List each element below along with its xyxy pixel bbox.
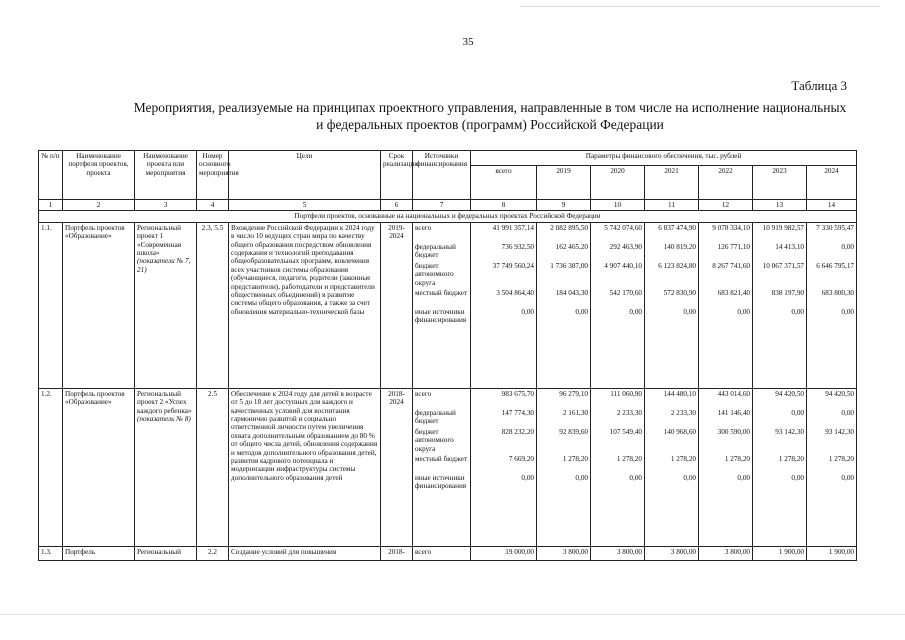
source-name: иные источники финансирования	[415, 473, 467, 491]
row-portfolio: Портфель проектов «Образование»	[63, 222, 135, 388]
value-cell: 140 819,20	[663, 242, 696, 251]
row-basis: 2.2	[197, 546, 229, 560]
row-term: 2018-2024	[381, 388, 413, 546]
value-cell: 838 197,90	[771, 288, 804, 297]
header-row	[39, 151, 857, 166]
value-cell: 300 590,00	[717, 427, 750, 436]
row-sources	[413, 388, 471, 546]
row-no: 1.2.	[39, 388, 63, 546]
value-cell: 107 549,40	[609, 427, 642, 436]
section-row	[39, 211, 857, 222]
value-cell: 1 278,20	[828, 454, 854, 463]
row-values-2022	[699, 222, 753, 388]
row-term: 2018-	[381, 546, 413, 560]
value-cell: 292 463,90	[609, 242, 642, 251]
header-sources: Источники финансирования	[413, 151, 471, 200]
row-basis: 2.3, 5.5	[197, 222, 229, 388]
value-cell: 0,00	[841, 408, 854, 417]
project-name: Региональный проект 1 «Современная школа»	[137, 223, 182, 258]
header-total: всего	[471, 166, 537, 200]
row-values-2024	[807, 222, 857, 388]
row-term: 2019-2024	[381, 222, 413, 388]
source-name: бюджет автономного округа	[415, 261, 454, 287]
row-values-2021	[645, 222, 699, 388]
value-cell: 1 278,20	[670, 454, 696, 463]
value-cell: 3 800,00	[591, 546, 645, 560]
value-cell: 147 774,30	[501, 408, 534, 417]
header-params: Параметры финансового обеспечения, тыс. рублей	[471, 151, 857, 166]
value-cell: 0,00	[629, 473, 642, 482]
source-name: федеральный бюджет	[415, 408, 456, 426]
value-cell: 0,00	[575, 307, 588, 316]
table-row	[39, 388, 857, 546]
value-cell: 443 014,60	[717, 389, 750, 398]
header-portfolio: Наименование портфеля проектов, проекта	[63, 151, 135, 200]
value-cell: 93 142,30	[775, 427, 804, 436]
column-numbers-row	[39, 200, 857, 211]
financing-table	[38, 150, 857, 561]
row-portfolio: Портфель	[63, 546, 135, 560]
value-cell: 2 082 895,50	[550, 223, 588, 232]
row-values-2019	[537, 222, 591, 388]
value-cell: 1 278,20	[778, 454, 804, 463]
value-cell: 144 480,10	[663, 389, 696, 398]
value-cell: 10 919 982,57	[762, 223, 804, 232]
source-name: всего	[413, 546, 471, 560]
page-number: 35	[462, 36, 474, 48]
value-cell: 0,00	[521, 307, 534, 316]
row-no: 1.1.	[39, 222, 63, 388]
value-cell: 2 233,30	[670, 408, 696, 417]
value-cell: 0,00	[841, 473, 854, 482]
row-project: Региональный	[135, 546, 197, 560]
value-cell: 0,00	[737, 307, 750, 316]
row-goal: Обеспечение к 2024 году для детей в возрасте от 5 до 18 лет доступных для каждого и качественных условий для воспитания гармонично развитой и социально ответственной личности путем увеличения охвата дополнительным образованием до 80 % от общего числа детей, обновления содержания и методов дополнительного образования детей, развития кадрового потенциала и модернизации инфраструктуры системы дополнительного образования детей	[229, 388, 381, 546]
value-cell: 140 968,60	[663, 427, 696, 436]
header-year: 2022	[699, 166, 753, 200]
value-cell: 0,00	[629, 307, 642, 316]
header-basis: Номер основного мероприятия	[197, 151, 229, 200]
row-values-2023	[753, 222, 807, 388]
value-cell: 3 800,00	[537, 546, 591, 560]
value-cell: 19 000,00	[471, 546, 537, 560]
value-cell: 983 675,70	[501, 389, 534, 398]
header-goals: Цели	[229, 151, 381, 200]
value-cell: 0,00	[521, 473, 534, 482]
column-number: 7	[413, 200, 471, 211]
header-year: 2021	[645, 166, 699, 200]
value-cell: 141 146,40	[717, 408, 750, 417]
header-no: № п/п	[39, 151, 63, 200]
row-no: 1.3.	[39, 546, 63, 560]
row-values-2024	[807, 388, 857, 546]
value-cell: 3 504 864,40	[496, 288, 534, 297]
value-cell: 96 279,10	[559, 389, 588, 398]
row-goal: Вхождение Российской Федерации к 2024 году в число 10 ведущих стран мира по качеству общего образования посредством обновления содержания и технологий преподавания общеобразовательных программ, вовлечения всех участников системы образования (обучающиеся, педагоги, родители (законные представители), работодатели и представители общественных объединений) в развитие системы общего образования, а также за счет обновления материально-технической базы	[229, 222, 381, 388]
value-cell: 0,00	[683, 473, 696, 482]
row-values-total	[471, 222, 537, 388]
value-cell: 0,00	[791, 408, 804, 417]
row-values-2020	[591, 388, 645, 546]
value-cell: 7 330 595,47	[816, 223, 854, 232]
header-year: 2020	[591, 166, 645, 200]
value-cell: 828 232,20	[501, 427, 534, 436]
row-values-2021	[645, 388, 699, 546]
value-cell: 1 736 387,00	[550, 261, 588, 270]
value-cell: 2 233,30	[616, 408, 642, 417]
value-cell: 5 742 074,60	[604, 223, 642, 232]
value-cell: 94 420,50	[775, 389, 804, 398]
source-name: местный бюджет	[415, 454, 468, 463]
row-values-2022	[699, 388, 753, 546]
value-cell: 8 267 741,60	[712, 261, 750, 270]
value-cell: 0,00	[683, 307, 696, 316]
column-number: 1	[39, 200, 63, 211]
value-cell: 0,00	[791, 473, 804, 482]
value-cell: 0,00	[791, 307, 804, 316]
header-year: 2019	[537, 166, 591, 200]
source-name: местный бюджет	[415, 288, 468, 297]
value-cell: 683 821,40	[717, 288, 750, 297]
value-cell: 3 800,00	[699, 546, 753, 560]
value-cell: 1 278,20	[724, 454, 750, 463]
column-number: 14	[807, 200, 857, 211]
source-name: всего	[415, 223, 432, 232]
value-cell: 10 067 371,57	[762, 261, 804, 270]
scan-artifact-line	[520, 6, 880, 7]
column-number: 12	[699, 200, 753, 211]
column-number: 3	[135, 200, 197, 211]
row-sources	[413, 222, 471, 388]
value-cell: 4 907 440,10	[604, 261, 642, 270]
column-number: 6	[381, 200, 413, 211]
header-project: Наименование проекта или мероприятия	[135, 151, 197, 200]
column-number: 5	[229, 200, 381, 211]
column-number: 4	[197, 200, 229, 211]
source-name: федеральный бюджет	[415, 242, 456, 260]
value-cell: 683 800,30	[821, 288, 854, 297]
value-cell: 3 800,00	[645, 546, 699, 560]
scan-artifact-line	[0, 614, 905, 615]
table-row	[39, 222, 857, 388]
value-cell: 37 749 560,24	[492, 261, 534, 270]
row-values-2019	[537, 388, 591, 546]
source-name: всего	[415, 389, 432, 398]
value-cell: 7 669,20	[508, 454, 534, 463]
value-cell: 126 771,10	[717, 242, 750, 251]
value-cell: 92 839,60	[559, 427, 588, 436]
project-indicators: (показатель № 8)	[137, 415, 191, 424]
value-cell: 162 465,20	[555, 242, 588, 251]
value-cell: 93 142,30	[825, 427, 854, 436]
value-cell: 184 043,30	[555, 288, 588, 297]
value-cell: 1 278,20	[616, 454, 642, 463]
value-cell: 41 991 357,14	[492, 223, 534, 232]
value-cell: 0,00	[841, 242, 854, 251]
table-label: Таблица 3	[791, 78, 847, 93]
row-values-2023	[753, 388, 807, 546]
value-cell: 94 420,50	[825, 389, 854, 398]
column-number: 2	[63, 200, 135, 211]
value-cell: 9 078 334,10	[712, 223, 750, 232]
project-name: Региональный проект 2 «Успех каждого ребенка»	[137, 389, 192, 415]
value-cell: 0,00	[841, 307, 854, 316]
source-name: бюджет автономного округа	[415, 427, 454, 453]
column-number: 11	[645, 200, 699, 211]
column-number: 8	[471, 200, 537, 211]
value-cell: 111 060,90	[610, 389, 642, 398]
row-project	[135, 388, 197, 546]
row-basis: 2.5	[197, 388, 229, 546]
value-cell: 6 123 824,80	[658, 261, 696, 270]
row-portfolio: Портфель проектов «Образование»	[63, 388, 135, 546]
value-cell: 0,00	[737, 473, 750, 482]
value-cell: 6 837 474,90	[658, 223, 696, 232]
value-cell: 14 413,10	[775, 242, 804, 251]
value-cell: 572 830,90	[663, 288, 696, 297]
header-year: 2024	[807, 166, 857, 200]
column-number: 9	[537, 200, 591, 211]
row-goal: Создание условий для повышения	[229, 546, 381, 560]
document-title: Мероприятия, реализуемые на принципах проектного управления, направленные в том числе на исполнение национальных и федеральных проектов (программ) Российской Федерации	[133, 100, 847, 132]
column-number: 10	[591, 200, 645, 211]
row-project	[135, 222, 197, 388]
section-title: Портфели проектов, основанные на национальных и федеральных проектах Российской Федерации	[39, 211, 857, 222]
column-number: 13	[753, 200, 807, 211]
value-cell: 736 932,50	[501, 242, 534, 251]
header-year: 2023	[753, 166, 807, 200]
row-values-total	[471, 388, 537, 546]
value-cell: 1 900,00	[753, 546, 807, 560]
value-cell: 1 278,20	[562, 454, 588, 463]
value-cell: 0,00	[575, 473, 588, 482]
row-values-2020	[591, 222, 645, 388]
value-cell: 542 170,60	[609, 288, 642, 297]
value-cell: 2 161,30	[562, 408, 588, 417]
value-cell: 1 900,00	[807, 546, 857, 560]
table-row	[39, 546, 857, 560]
header-term: Срок реализации	[381, 151, 413, 200]
project-indicators: (показатели № 7, 21)	[137, 257, 191, 274]
value-cell: 6 646 795,17	[816, 261, 854, 270]
source-name: иные источники финансирования	[415, 307, 467, 325]
